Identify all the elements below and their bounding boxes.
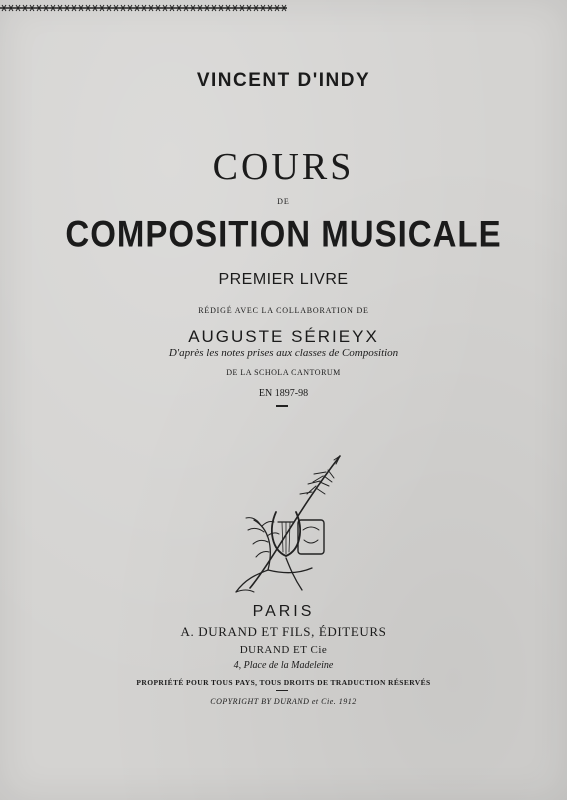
title-line-2: COMPOSITION MUSICALE	[65, 212, 502, 255]
course-years: EN 1897-98	[258, 388, 309, 399]
collaboration-note: D'après les notes prises aux classes de Composition	[168, 347, 399, 359]
imprint-publisher: A. DURAND ET FILS, ÉDITEURS	[180, 624, 387, 639]
imprint-publisher-alt: DURAND ET Cie	[239, 644, 328, 656]
divider	[276, 690, 288, 691]
author-name: VINCENT D'INDY	[196, 70, 371, 91]
lyre-laurel-emblem-icon	[228, 450, 348, 600]
rights-notice: PROPRIÉTÉ POUR TOUS PAYS, TOUS DROITS DE TRADUCTION RÉSERVÉS	[136, 678, 431, 687]
school-name: DE LA SCHOLA CANTORUM	[226, 368, 341, 377]
divider	[276, 405, 288, 407]
title-connector: DE	[277, 197, 290, 206]
imprint-address: 4, Place de la Madeleine	[233, 660, 334, 671]
collaborator-name: AUGUSTE SÉRIEYX	[188, 327, 379, 346]
volume-label: PREMIER LIVRE	[218, 271, 349, 288]
imprint-city: PARIS	[252, 603, 315, 620]
title-line-1: COURS	[212, 146, 355, 188]
ornamental-rule-icon	[0, 3, 287, 13]
copyright-notice: COPYRIGHT BY DURAND et Cie. 1912	[210, 697, 357, 706]
collaboration-intro: RÉDIGÉ AVEC LA COLLABORATION DE	[198, 306, 369, 315]
